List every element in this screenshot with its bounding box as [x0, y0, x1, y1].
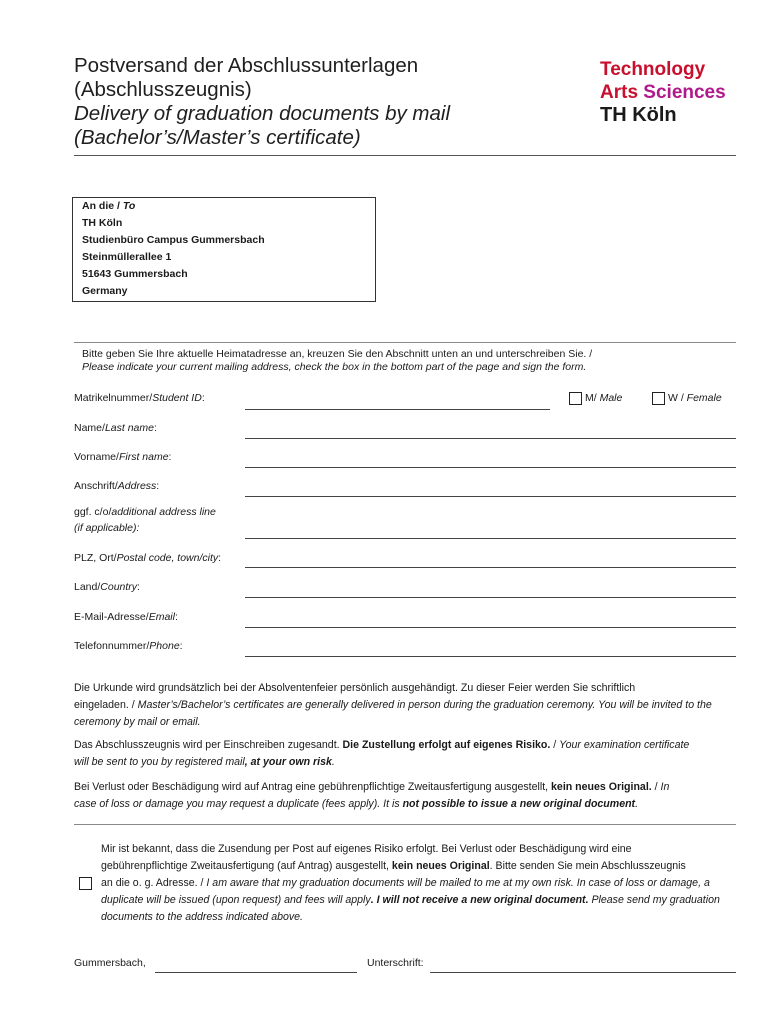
page-title	[74, 54, 450, 150]
female-checkbox[interactable]	[652, 392, 665, 405]
date-field[interactable]	[155, 972, 357, 973]
logo-sciences: Sciences	[643, 82, 726, 103]
logo-arts: Arts	[600, 82, 639, 103]
title-de-line1: Postversand der Abschlussunterlagen	[74, 54, 419, 77]
email-field[interactable]	[245, 627, 736, 628]
phone-field[interactable]	[245, 656, 736, 657]
address-to: An die / To	[82, 200, 136, 212]
co-label-2: (if applicable):	[74, 522, 140, 534]
first-name-label: Vorname/First name:	[74, 451, 172, 463]
signature-field[interactable]	[430, 972, 736, 973]
title-de-line2: (Abschlusszeugnis)	[74, 78, 252, 101]
female-label: W / Female	[668, 392, 722, 404]
instructions-de: Bitte geben Sie Ihre aktuelle Heimatadresse an, kreuzen Sie den Abschnitt unten an und unterschreiben Sie. /	[82, 348, 593, 360]
header-divider	[74, 155, 736, 156]
first-name-field[interactable]	[245, 467, 736, 468]
title-en-line1: Delivery of graduation documents by mail	[74, 102, 451, 125]
title-en-line2: (Bachelor’s/Master’s certificate)	[74, 126, 361, 149]
last-name-label: Name/Last name:	[74, 422, 157, 434]
last-name-field[interactable]	[245, 438, 736, 439]
address-line3: Steinmüllerallee 1	[82, 251, 172, 263]
country-label: Land/Country:	[74, 581, 140, 593]
consent-text: Mir ist bekannt, dass die Zusendung per Post auf eigenes Risiko erfolgt. Bei Verlust oder Beschädigung wird eine gebührenpflichtige Zweitausfertigung (auf Antrag) ausgestellt, kein neues Original. Bitte senden Sie mein Abschlusszeugnis an die o. g. Adresse. / I am aware that my graduation documents will be mailed to me at my own risk. In case of loss or damage, a duplicate will be issued (upon request) and fees will apply. I will not receive a new original document. Please send my graduation documents to the address indicated above.	[101, 843, 720, 923]
info-paragraph-2: Das Abschlusszeugnis wird per Einschreiben zugesandt. Die Zustellung erfolgt auf eigenes Risiko. / Your examination certificate will be sent to you by registered mail, at your own risk.	[74, 739, 690, 768]
phone-label: Telefonnummer/Phone:	[74, 640, 183, 652]
instructions-divider	[74, 342, 736, 343]
student-id-field[interactable]	[245, 409, 550, 410]
address-line5: Germany	[82, 285, 128, 297]
address-field[interactable]	[245, 496, 736, 497]
info-paragraph-1: Die Urkunde wird grundsätzlich bei der Absolventenfeier persönlich ausgehändigt. Zu dieser Feier werden Sie schriftlich eingeladen. / Master’s/Bachelor’s certificates are generally delivered in person during the graduation ceremony. You will be invited to the ceremony by mail or email.	[74, 682, 712, 728]
country-field[interactable]	[245, 597, 736, 598]
city-label: PLZ, Ort/Postal code, town/city:	[74, 552, 222, 564]
address-line2: Studienbüro Campus Gummersbach	[82, 234, 265, 246]
logo-technology: Technology	[600, 59, 706, 80]
email-label: E-Mail-Adresse/Email:	[74, 611, 178, 623]
instructions-en: Please indicate your current mailing address, check the box in the bottom part of the page and sign the form.	[82, 361, 587, 373]
place-label: Gummersbach,	[74, 957, 146, 969]
address-label: Anschrift/Address:	[74, 480, 160, 492]
student-id-label: Matrikelnummer/Student ID:	[74, 392, 205, 404]
address-line4: 51643 Gummersbach	[82, 268, 188, 280]
consent-divider	[74, 824, 736, 825]
male-label: M/ Male	[585, 392, 623, 404]
consent-checkbox[interactable]	[79, 877, 92, 890]
address-line1: TH Köln	[82, 217, 123, 229]
co-field[interactable]	[245, 538, 736, 539]
info-paragraph-3: Bei Verlust oder Beschädigung wird auf Antrag eine gebührenpflichtige Zweitausfertigung ausgestellt, kein neues Original. / In case of loss or damage you may request a duplicate (fees apply). It is not possible to issue a new original document.	[74, 781, 670, 810]
male-checkbox[interactable]	[569, 392, 582, 405]
signature-label: Unterschrift:	[367, 957, 424, 969]
city-field[interactable]	[245, 567, 736, 568]
recipient-address-box	[72, 197, 376, 302]
th-koeln-logo	[600, 58, 726, 127]
co-label: ggf. c/o/additional address line	[74, 506, 216, 518]
logo-th-koeln: TH Köln	[600, 104, 677, 126]
